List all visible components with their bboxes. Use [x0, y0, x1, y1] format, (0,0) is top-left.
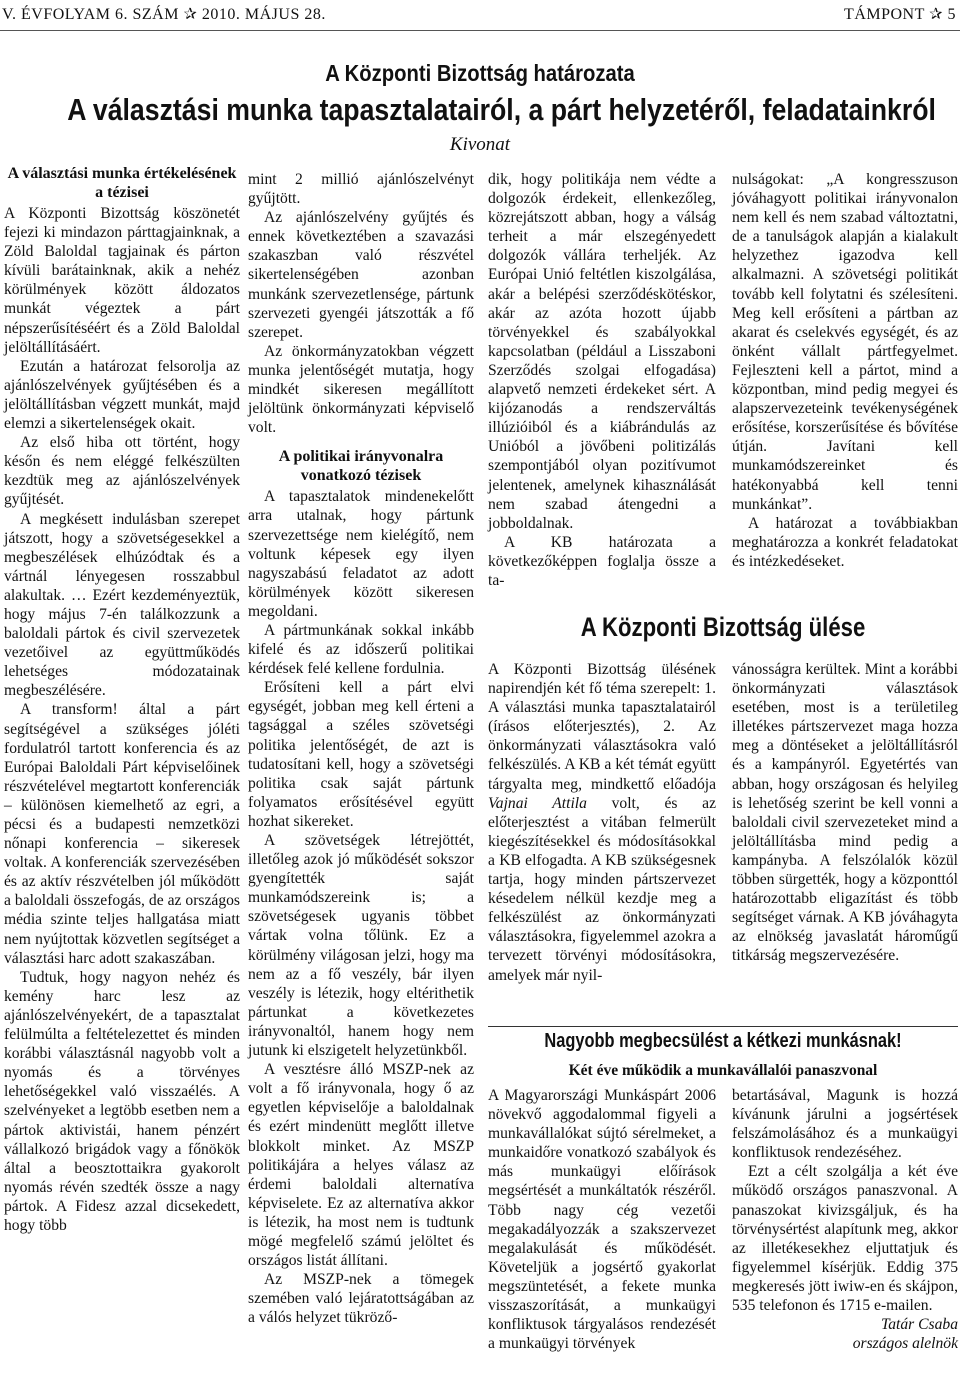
- page-number: 5: [947, 6, 956, 23]
- article3-title: Nagyobb megbecsülést a kétkezi munkásnak!: [544, 1030, 902, 1052]
- paragraph: A Magyarországi Munkáspárt 2006 növekvő aggodalommal figyeli a munkavállalókat sújtó sérelmeket, a munkaidőre vonatkozó szabályok és más munkaügyi előírások megsértését a munkáltatók részéről. Több nagy cég vezetői megakadályozzák a szakszervezet megalakulását és működését. Követeljük a jogsértő gyakorlat megszüntetését, a fekete munka visszaszorítását, a munkaügyi konfliktusok tárgyalásos rendezését a munkaügyi törvények: [488, 1087, 716, 1353]
- paragraph: Az önkormányzatokban végzett munka jelentőségét mutatja, hogy mindkét sikeresen megállított jelöltünk önkormányzati képviselő volt.: [248, 342, 474, 437]
- paragraph: Az ajánlószelvény gyűjtés és ennek következtében a szavazási szakaszban való részvétel sikertelenségében azonban munkánk szervezetlensége, pártunk szervezeti gyengéi játszották a fő szerepet.: [248, 209, 474, 341]
- publication-info: [844, 4, 956, 24]
- paragraph: A vesztésre álló MSZP-nek az volt a fő irányvonala, hogy ő az egyetlen képviselője a baloldalnak és ezért mindenütt meglőtt illetve blokkolt minket. Az MSZP politikájára a helyes válasz az érdemi baloldali alternatíva képviselete. Ez az alternatíva akkor is létezik, ha most nem is tudtunk mögé megfelelő számú jelöltet és országos listát állítani.: [248, 1061, 474, 1270]
- page-header: [0, 0, 960, 31]
- paragraph: A megkésett indulásban szerepet játszott, hogy a szövetségesekkel a megbeszélések elhúzódtak és a vártnál lényegesen rosszabbul alakultak. … Ezért kezdeményeztük, hogy május 7-én találkozzunk a baloldali pártok és civil szervezetek vezetőivel az együttműködés lehetséges módozatainak megbeszélésére.: [4, 510, 240, 700]
- paragraph: nulságokat: „A kongresszuson jóváhagyott politikai irányvonalon nem kell és nem szabad változtatni, de a tanulságok alapján a kialakult helyzethez igazodva kell alkalmazni. A szövetségi politikát tovább kell folytatni és szélesíteni. Meg kell erősíteni a pártban az akarat és cselekvés egységét, és az önként vállalt pártfegyelmet. Fejleszteni kell a pártot, mind a központban, mind pedig megyei és alapszervezeteink tevékenységének erősítése, korszerűsítése és bővítése útján. Javítani kell munkamódszereinket és hatékonyabbá kell tenni munkánkat”.: [732, 171, 958, 513]
- divider: [488, 1026, 958, 1027]
- paragraph: Az első hiba ott történt, hogy későn és nem eléggé felkészülten kezdtük meg az ajánlószelvények gyűjtését.: [4, 434, 240, 509]
- paragraph: A transform! által a párt segítségével a szükséges jóléti fordulatról tartott konferencia és az Európai Baloldali Párt képviselőinek részvételével megtartott konferenciák – különösen kiemelhető az egri, a pécsi és a budapesti nemzetközi nőnapi konferencia – sikeresek voltak. A konferenciák szervezésében és az aktív részvételben jól működött a baloldali összefogás, de az országos média szinte teljes hallgatása miatt nem nyújtottak közvetlen segítséget a választási harc adott szakaszában.: [4, 701, 240, 967]
- star-icon: ✰: [183, 6, 198, 23]
- article1-column-4: [732, 170, 958, 571]
- article1-column-2: [248, 170, 474, 1327]
- paragraph: A határozat a továbbiakban meghatározza a konkrét feladatokat és intézkedéseket.: [732, 514, 958, 570]
- speaker-name: Vajnai Attila: [488, 794, 587, 812]
- issue-date: 2010. MÁJUS 28.: [201, 6, 326, 23]
- star-icon: ✰: [929, 6, 943, 23]
- paragraph: betartásával, Magunk is hozzá kívánunk járulni a jogsértések felszámolásához és a munkaügyi konfliktusok rendezéséhez.: [732, 1087, 958, 1162]
- paragraph: dik, hogy politikája nem védte a dolgozók érdekeit, ellenkezőleg, közrejátszott abban, hogy a válság terheit a már elszegényedett dolgozók vállára terheljék. Az Európai Unió feltétlen kiszolgálása, akár a belépési szerződéskötéskor, akár az azóta hozott újabb törvényekkel és szabályokkal kapcsolatban (például a Lisszaboni Szerződés szolgai elfogadása) alapvető nemzeti érdekeket sért. A kijózanodás a rendszerváltás illúzióiból és a kiábrándulás az Unióból a jövőbeni politizálás szempontjából olyan pozitívumot jelentenek, amelynek kihasználását nem szabad átengedni a jobboldalnak.: [488, 171, 716, 532]
- paragraph: Az MSZP-nek a tömegek szemében való lejáratottságában az a válós helyzet tükröző-: [248, 1271, 474, 1327]
- paragraph: A Központi Bizottság köszönetét fejezi ki mindazon párttagjainknak, a Zöld Baloldal tagjainak és párton kívüli barátainknak, akik a nehéz körülmények között áldozatos munkát végeztek a párt népszerűsítéséért és a Zöld Baloldal jelöltállításáért.: [4, 205, 240, 356]
- article-subtitle: Kivonat: [449, 134, 511, 155]
- paragraph: Ezt a célt szolgálja a két éve működő országos panaszvonal. A panaszokat kivizsgáljuk, és ha törvénysértést alapítunk meg, akkor az illetékesekhez eljuttatjuk és figyelemmel kísérjük. Eddig 375 megkeresés jött iwiw-en és skájpon, 535 telefonon és 1715 e-mailen.: [732, 1163, 958, 1315]
- paragraph: A KB határozata a következőképpen foglalja össze a ta-: [488, 533, 716, 589]
- paragraph: Erősíteni kell a párt elvi egységét, jobban meg kell érteni a tagsággal a széles szövetségi politika jelentőségét, de azt is tudatosítani kell, hogy a szövetségi politika csak saját pártunk folyamatos erősítésével együtt hozhat sikereket.: [248, 679, 474, 830]
- paragraph: Tudtuk, hogy nagyon nehéz és kemény harc lesz az ajánlószelvényekért, de a tapasztalat felülmúlta a feltételezettet és minden korábbi választásnál nagyobb volt a nyomás és a törvényes lehetőségekkel való visszaélés. A szelvényeket a legtöbb esetben nem a pártok aktivistái, hanem pénzért vállalkozó brigádok vagy a főnökök által a beosztottaikra gyakorolt nyomás révén szedték össze a nagy pártok. A Fidesz azzal dicsekedett, hogy több: [4, 968, 240, 1234]
- article2-column-2: [732, 660, 958, 966]
- paragraph: A tapasztalatok mindenekelőtt arra utalnak, hogy pártunk szervezettsége nem kielégítő, nem voltunk képesek egy ilyen nagyszabású feladatot az adott körülmények között sikeresen megoldani.: [248, 488, 474, 620]
- paragraph: [488, 660, 716, 985]
- paragraph: A pártmunkának sokkal inkább kifelé és az időszerű politikai kérdések felé kellene fordulnia.: [248, 621, 474, 678]
- article3-kicker: Két éve működik a munkavállalói panaszvonal: [568, 1062, 878, 1079]
- article-title: A választási munka tapasztalatairól, a párt helyzetéről, feladatainkról: [67, 92, 936, 127]
- paragraph: mint 2 millió ajánlószelvényt gyűjtött.: [248, 171, 474, 208]
- issue-number: V. ÉVFOLYAM 6. SZÁM: [2, 6, 179, 23]
- article2-title: A Központi Bizottság ülése: [580, 612, 866, 642]
- paragraph: vánosságra kerültek. Mint a korábbi önkormányzati választások esetében, most is a területileg illetékes pártszervezet maga hozza meg a döntéseket a jelöltállításról és a kampányról. Egyetértés van abban, hogy országosan és helyileg is lehetőség szerint be kell vonni a baloldali civil szervezeteket mind a jelöltállításba mind pedig a kampányba. A felszólalók közül többen sürgették, hogy a központtól határozottabb eligazítást és több segítséget várnak. A KB jóváhagyta az elnökség javaslatát hároműgű titkárság megszervezésére.: [732, 661, 958, 965]
- paragraph: A szövetségek létrejöttét, illetőleg azok jó működését sokszor gyengítették saját munkamódszereink is; a szövetségesek ugyanis többet vártak volna tőlünk. Ez a körülmény világosan jelzi, hogy ma nem az a fő veszély, bár ilyen veszély is létezik, hogy eltérithetik pártunkat a következetes irányvonaltól, hanem hogy nem jutunk ki elszigetelt helyzetünkből.: [248, 832, 474, 1060]
- paragraph-text: volt, és az előterjesztést a vitában felmerült kiegészítésekkel és módosításokkal a KB elfogadta. A KB szükségesnek tartja, hogy minden pártszervezet késedelem nélkül kezdje meg a felkészülést az önkormányzati választásokra, figyelemmel azokra a tervezett törvényi módosításokra, amelyek már nyil-: [488, 794, 716, 984]
- signature-name: Tatár Csaba: [881, 1316, 958, 1334]
- article1-column-1: [4, 162, 240, 1235]
- article3-column-1: [488, 1086, 716, 1353]
- section-heading: A politikai irányvonalra vonatkozó tézisek: [278, 448, 444, 485]
- issue-info: [2, 4, 326, 24]
- signature-role: országos alelnök: [852, 1335, 958, 1353]
- section-heading: A választási munka értékelésének a tézisei: [7, 165, 237, 201]
- article2-column-1: [488, 660, 716, 985]
- publication-name: TÁMPONT: [844, 6, 925, 23]
- article3-column-2: [732, 1086, 958, 1353]
- article-kicker: A Központi Bizottság határozata: [325, 60, 635, 86]
- article1-column-3: [488, 170, 716, 590]
- paragraph-text: A Központi Bizottság ülésének napirendjén két fő téma szerepelt: 1. A választási munka tapasztalatairól (írásos előterjesztés), 2. Az önkormányzati választásokra való felkészülés. A KB a két témát együtt tárgyalta meg, mindkettő előadója: [488, 661, 716, 793]
- paragraph: Ezután a határozat felsorolja az ajánlószelvények gyűjtésében és a jelöltállításban végzett munkát, majd elemzi a sikertelenségek okait.: [4, 357, 240, 433]
